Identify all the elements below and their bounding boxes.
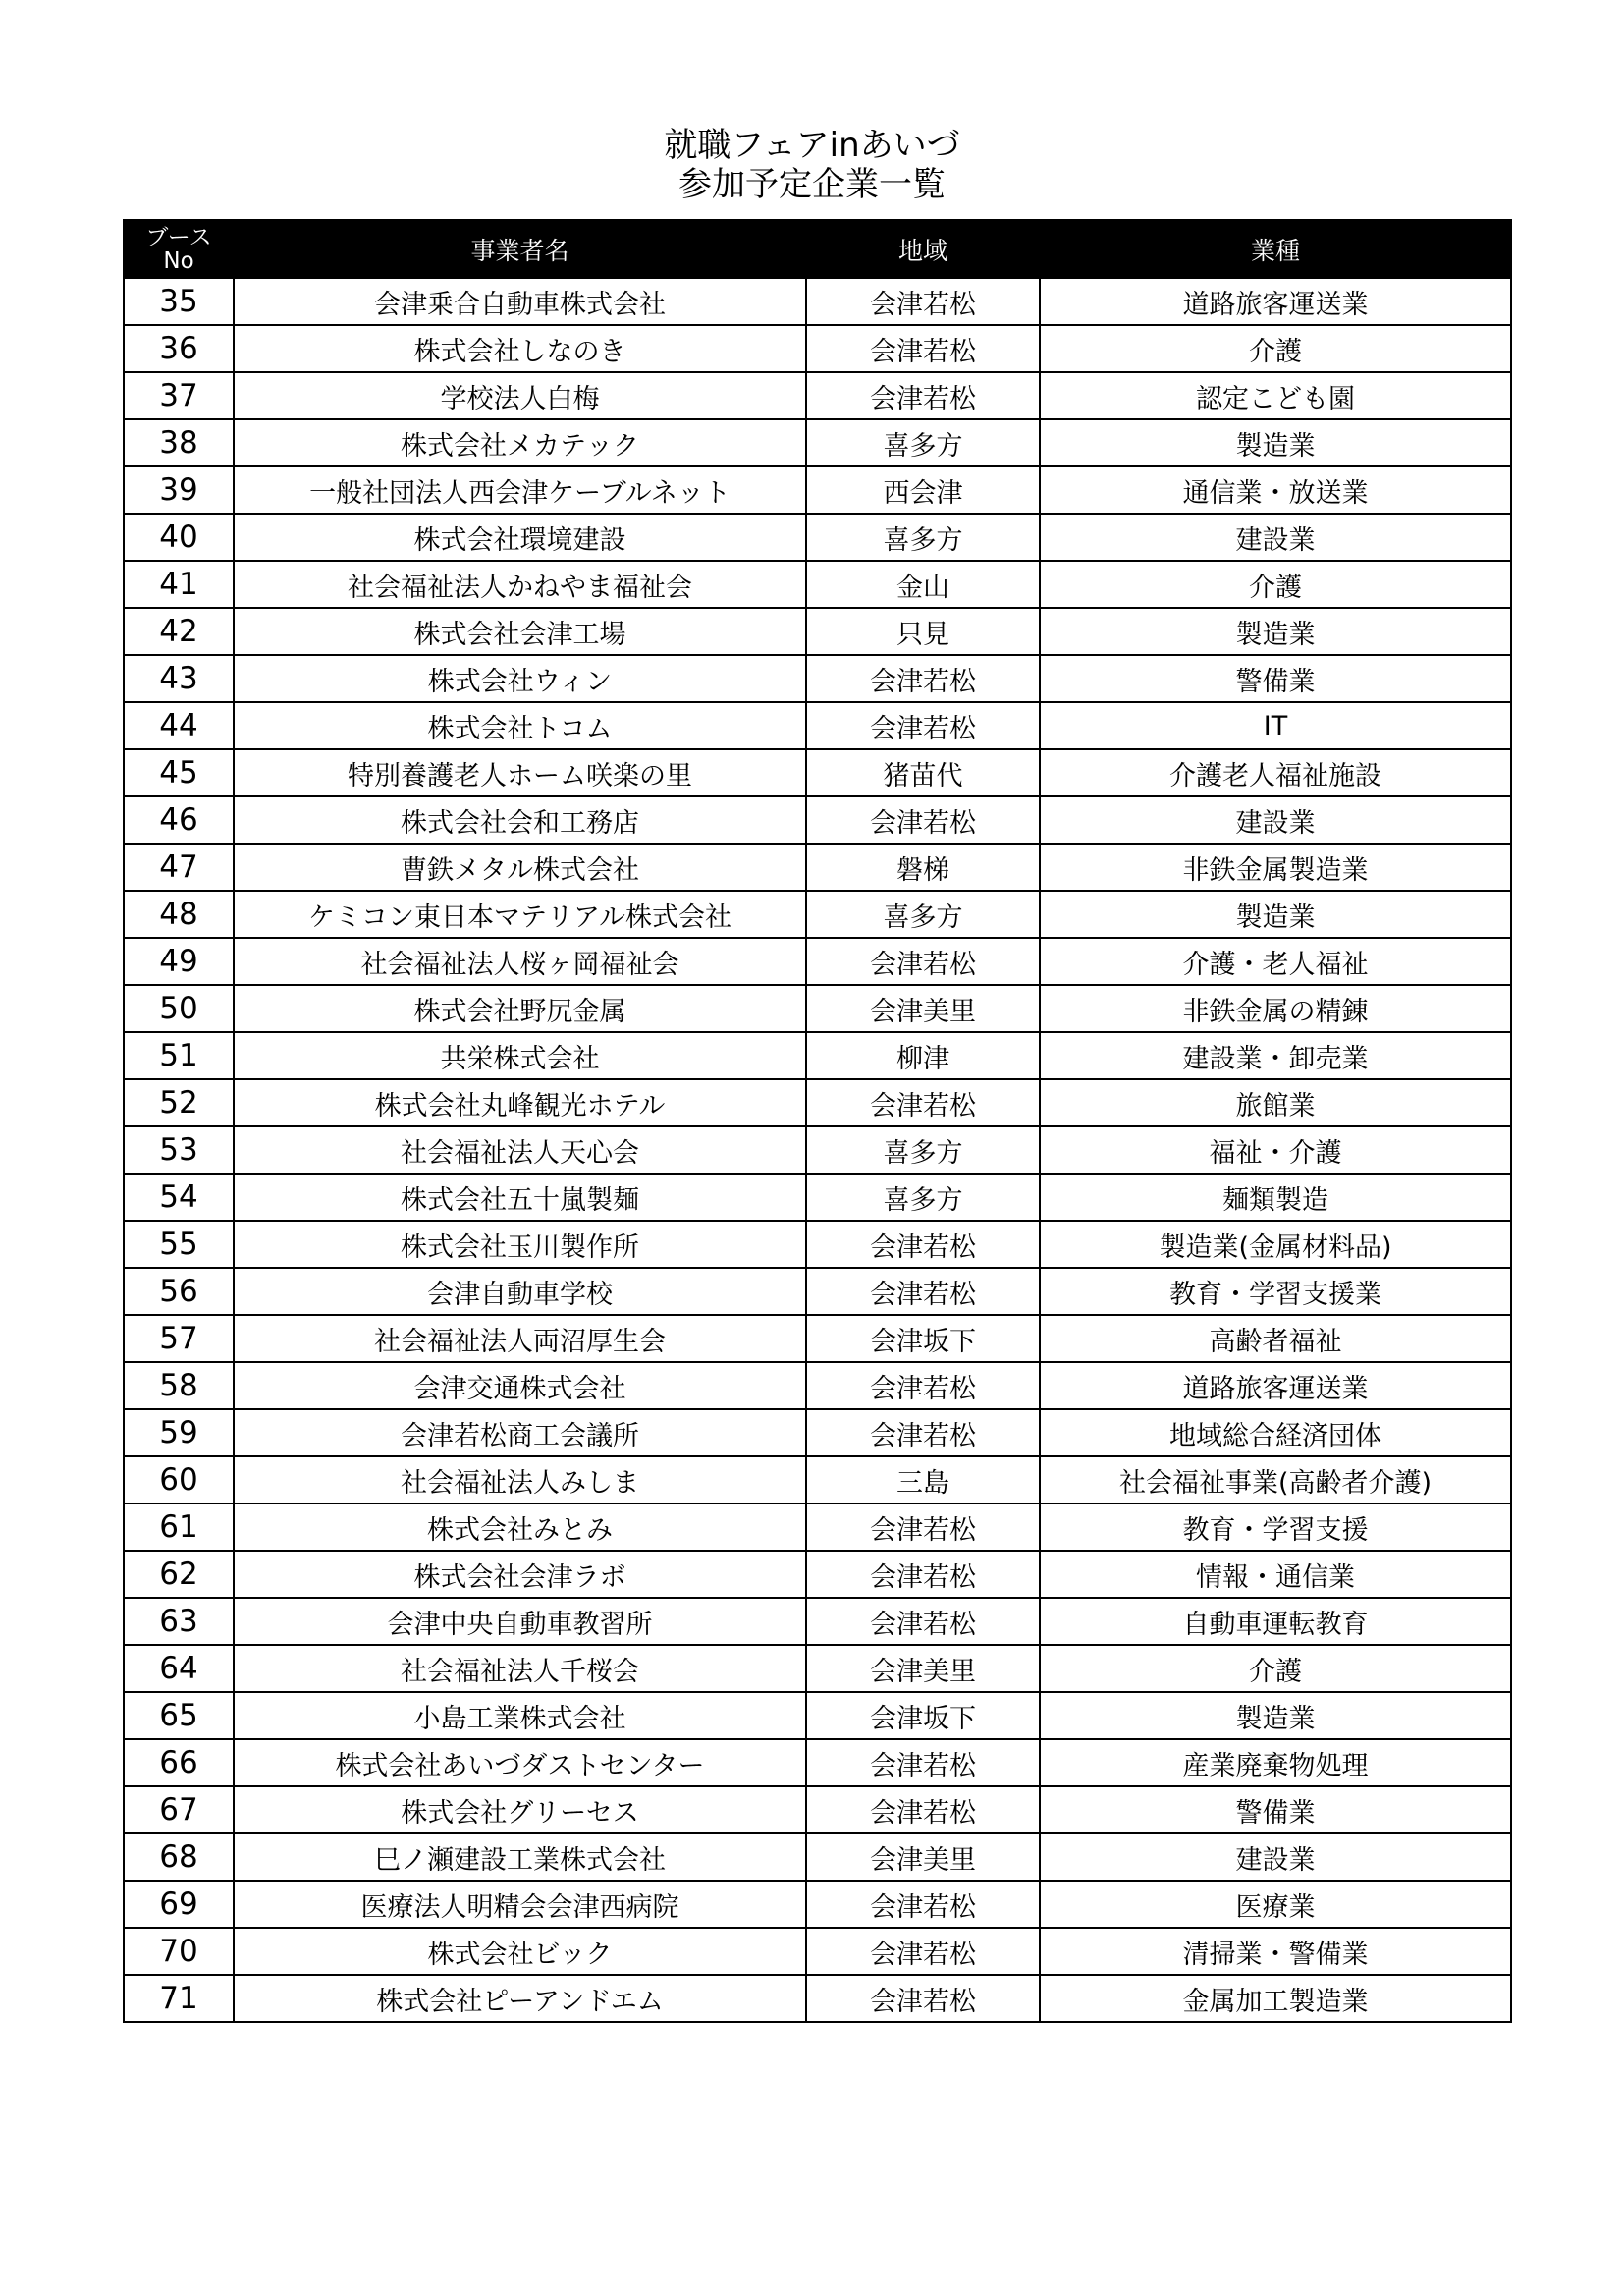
table-row (124, 1126, 1511, 1174)
region-cell: 喜多方 (806, 1174, 1040, 1221)
industry-cell: 介護 (1040, 561, 1511, 608)
table-row (124, 1032, 1511, 1079)
region-cell: 会津坂下 (806, 1692, 1040, 1739)
region-cell: 会津坂下 (806, 1315, 1040, 1362)
booth-number-cell: 44 (124, 702, 234, 749)
table-row (124, 325, 1511, 372)
booth-number-cell: 50 (124, 985, 234, 1032)
table-row (124, 1551, 1511, 1598)
booth-number-cell: 59 (124, 1409, 234, 1456)
company-name-cell: 会津若松商工会議所 (234, 1409, 806, 1456)
industry-cell: 認定こども園 (1040, 372, 1511, 419)
table-row (124, 1881, 1511, 1928)
region-cell: 西会津 (806, 466, 1040, 514)
title-line-1: 就職フェアinあいづ (664, 126, 960, 165)
region-cell: 会津若松 (806, 1268, 1040, 1315)
booth-number-cell: 55 (124, 1221, 234, 1268)
table-row (124, 1362, 1511, 1409)
booth-number-cell: 46 (124, 796, 234, 844)
company-name-cell: 小島工業株式会社 (234, 1692, 806, 1739)
region-cell: 会津若松 (806, 1503, 1040, 1551)
booth-number-cell: 35 (124, 278, 234, 325)
booth-number-cell: 37 (124, 372, 234, 419)
table-row (124, 749, 1511, 796)
region-cell: 会津若松 (806, 325, 1040, 372)
booth-number-cell: 58 (124, 1362, 234, 1409)
table-row (124, 1315, 1511, 1362)
company-name-cell: 曹鉄メタル株式会社 (234, 844, 806, 891)
industry-cell: 介護 (1040, 325, 1511, 372)
industry-cell: 建設業 (1040, 1833, 1511, 1881)
booth-number-cell: 68 (124, 1833, 234, 1881)
region-cell: 会津若松 (806, 1928, 1040, 1975)
booth-number-cell: 69 (124, 1881, 234, 1928)
company-name-cell: 株式会社あいづダストセンター (234, 1739, 806, 1786)
company-name-cell: 株式会社五十嵐製麺 (234, 1174, 806, 1221)
booth-number-cell: 62 (124, 1551, 234, 1598)
booth-number-cell: 57 (124, 1315, 234, 1362)
table-row (124, 608, 1511, 655)
booth-number-cell: 54 (124, 1174, 234, 1221)
region-cell: 会津美里 (806, 1833, 1040, 1881)
table-row (124, 1692, 1511, 1739)
industry-cell: 警備業 (1040, 1786, 1511, 1833)
company-table (123, 219, 1512, 2023)
company-name-cell: 株式会社会和工務店 (234, 796, 806, 844)
industry-cell: 清掃業・警備業 (1040, 1928, 1511, 1975)
company-name-cell: 株式会社玉川製作所 (234, 1221, 806, 1268)
table-row (124, 1268, 1511, 1315)
header-company: 事業者名 (234, 220, 806, 278)
region-cell: 会津若松 (806, 1786, 1040, 1833)
region-cell: 会津若松 (806, 1598, 1040, 1645)
document-title (0, 126, 1624, 204)
industry-cell: 介護老人福祉施設 (1040, 749, 1511, 796)
booth-number-cell: 41 (124, 561, 234, 608)
company-name-cell: 社会福祉法人千桜会 (234, 1645, 806, 1692)
industry-cell: 製造業 (1040, 891, 1511, 938)
industry-cell: 道路旅客運送業 (1040, 1362, 1511, 1409)
region-cell: 喜多方 (806, 514, 1040, 561)
booth-number-cell: 61 (124, 1503, 234, 1551)
region-cell: 三島 (806, 1456, 1040, 1503)
title-line-2: 参加予定企業一覧 (678, 165, 946, 204)
company-name-cell: 株式会社会津ラボ (234, 1551, 806, 1598)
booth-number-cell: 51 (124, 1032, 234, 1079)
booth-number-cell: 40 (124, 514, 234, 561)
table-row (124, 1409, 1511, 1456)
industry-cell: 製造業 (1040, 1692, 1511, 1739)
company-name-cell: 株式会社ピーアンドエム (234, 1975, 806, 2022)
table-row (124, 372, 1511, 419)
region-cell: 会津若松 (806, 1551, 1040, 1598)
region-cell: 会津美里 (806, 1645, 1040, 1692)
table-row (124, 844, 1511, 891)
booth-number-cell: 52 (124, 1079, 234, 1126)
table-row (124, 278, 1511, 325)
table-row (124, 466, 1511, 514)
table-row (124, 1503, 1511, 1551)
region-cell: 喜多方 (806, 891, 1040, 938)
industry-cell: 社会福祉事業(高齢者介護) (1040, 1456, 1511, 1503)
company-name-cell: 株式会社野尻金属 (234, 985, 806, 1032)
booth-number-cell: 65 (124, 1692, 234, 1739)
industry-cell: 麺類製造 (1040, 1174, 1511, 1221)
company-name-cell: 株式会社ウィン (234, 655, 806, 702)
booth-number-cell: 38 (124, 419, 234, 466)
table-row (124, 796, 1511, 844)
company-name-cell: 巳ノ瀬建設工業株式会社 (234, 1833, 806, 1881)
industry-cell: 高齢者福祉 (1040, 1315, 1511, 1362)
booth-number-cell: 53 (124, 1126, 234, 1174)
booth-number-cell: 66 (124, 1739, 234, 1786)
industry-cell: 金属加工製造業 (1040, 1975, 1511, 2022)
booth-number-cell: 71 (124, 1975, 234, 2022)
region-cell: 会津若松 (806, 938, 1040, 985)
booth-number-cell: 42 (124, 608, 234, 655)
region-cell: 会津若松 (806, 796, 1040, 844)
booth-number-cell: 48 (124, 891, 234, 938)
company-name-cell: 株式会社環境建設 (234, 514, 806, 561)
industry-cell: 警備業 (1040, 655, 1511, 702)
industry-cell: 旅館業 (1040, 1079, 1511, 1126)
company-name-cell: 医療法人明精会会津西病院 (234, 1881, 806, 1928)
table-row (124, 891, 1511, 938)
booth-number-cell: 64 (124, 1645, 234, 1692)
company-name-cell: ケミコン東日本マテリアル株式会社 (234, 891, 806, 938)
booth-number-cell: 47 (124, 844, 234, 891)
company-name-cell: 株式会社会津工場 (234, 608, 806, 655)
industry-cell: IT (1040, 702, 1511, 749)
company-name-cell: 株式会社丸峰観光ホテル (234, 1079, 806, 1126)
region-cell: 会津若松 (806, 1079, 1040, 1126)
industry-cell: 建設業 (1040, 796, 1511, 844)
booth-number-cell: 39 (124, 466, 234, 514)
company-name-cell: 会津交通株式会社 (234, 1362, 806, 1409)
region-cell: 会津若松 (806, 372, 1040, 419)
booth-number-cell: 67 (124, 1786, 234, 1833)
company-name-cell: 社会福祉法人桜ヶ岡福祉会 (234, 938, 806, 985)
region-cell: 猪苗代 (806, 749, 1040, 796)
region-cell: 会津若松 (806, 1362, 1040, 1409)
industry-cell: 道路旅客運送業 (1040, 278, 1511, 325)
region-cell: 会津若松 (806, 1881, 1040, 1928)
table-row (124, 419, 1511, 466)
booth-number-cell: 60 (124, 1456, 234, 1503)
table-row (124, 1174, 1511, 1221)
region-cell: 喜多方 (806, 419, 1040, 466)
table-row (124, 1079, 1511, 1126)
header-booth-line2: No (163, 247, 194, 274)
header-booth-line1: ブース (145, 224, 212, 250)
region-cell: 会津若松 (806, 1221, 1040, 1268)
header-region: 地域 (806, 220, 1040, 278)
industry-cell: 福祉・介護 (1040, 1126, 1511, 1174)
company-name-cell: 社会福祉法人みしま (234, 1456, 806, 1503)
company-name-cell: 社会福祉法人両沼厚生会 (234, 1315, 806, 1362)
industry-cell: 教育・学習支援業 (1040, 1268, 1511, 1315)
company-name-cell: 社会福祉法人かねやま福祉会 (234, 561, 806, 608)
industry-cell: 地域総合経済団体 (1040, 1409, 1511, 1456)
company-name-cell: 株式会社ビック (234, 1928, 806, 1975)
table-row (124, 1975, 1511, 2022)
header-booth-no (124, 220, 234, 278)
company-name-cell: 一般社団法人西会津ケーブルネット (234, 466, 806, 514)
table-body (124, 278, 1511, 2022)
region-cell: 金山 (806, 561, 1040, 608)
table-row (124, 1786, 1511, 1833)
industry-cell: 教育・学習支援 (1040, 1503, 1511, 1551)
industry-cell: 産業廃棄物処理 (1040, 1739, 1511, 1786)
industry-cell: 製造業(金属材料品) (1040, 1221, 1511, 1268)
industry-cell: 情報・通信業 (1040, 1551, 1511, 1598)
table-row (124, 1221, 1511, 1268)
company-name-cell: 株式会社しなのき (234, 325, 806, 372)
industry-cell: 製造業 (1040, 608, 1511, 655)
region-cell: 柳津 (806, 1032, 1040, 1079)
table-row (124, 514, 1511, 561)
company-name-cell: 会津自動車学校 (234, 1268, 806, 1315)
region-cell: 只見 (806, 608, 1040, 655)
booth-number-cell: 63 (124, 1598, 234, 1645)
company-name-cell: 特別養護老人ホーム咲楽の里 (234, 749, 806, 796)
table-row (124, 985, 1511, 1032)
industry-cell: 非鉄金属の精錬 (1040, 985, 1511, 1032)
booth-number-cell: 36 (124, 325, 234, 372)
table-row (124, 1928, 1511, 1975)
table-row (124, 1833, 1511, 1881)
booth-number-cell: 45 (124, 749, 234, 796)
company-name-cell: 学校法人白梅 (234, 372, 806, 419)
industry-cell: 非鉄金属製造業 (1040, 844, 1511, 891)
region-cell: 会津若松 (806, 1409, 1040, 1456)
region-cell: 磐梯 (806, 844, 1040, 891)
region-cell: 会津若松 (806, 1739, 1040, 1786)
booth-number-cell: 43 (124, 655, 234, 702)
industry-cell: 医療業 (1040, 1881, 1511, 1928)
company-name-cell: 株式会社グリーセス (234, 1786, 806, 1833)
table-row (124, 1739, 1511, 1786)
region-cell: 喜多方 (806, 1126, 1040, 1174)
booth-number-cell: 49 (124, 938, 234, 985)
region-cell: 会津若松 (806, 1975, 1040, 2022)
company-name-cell: 会津中央自動車教習所 (234, 1598, 806, 1645)
industry-cell: 介護・老人福祉 (1040, 938, 1511, 985)
company-name-cell: 会津乗合自動車株式会社 (234, 278, 806, 325)
table-row (124, 655, 1511, 702)
region-cell: 会津若松 (806, 702, 1040, 749)
region-cell: 会津若松 (806, 278, 1040, 325)
table-row (124, 561, 1511, 608)
table-row (124, 1645, 1511, 1692)
booth-number-cell: 70 (124, 1928, 234, 1975)
industry-cell: 製造業 (1040, 419, 1511, 466)
header-industry: 業種 (1040, 220, 1511, 278)
industry-cell: 建設業・卸売業 (1040, 1032, 1511, 1079)
company-name-cell: 社会福祉法人天心会 (234, 1126, 806, 1174)
booth-number-cell: 56 (124, 1268, 234, 1315)
table-row (124, 938, 1511, 985)
region-cell: 会津美里 (806, 985, 1040, 1032)
industry-cell: 自動車運転教育 (1040, 1598, 1511, 1645)
company-name-cell: 株式会社みとみ (234, 1503, 806, 1551)
table-header-row (124, 220, 1511, 278)
company-name-cell: 株式会社メカテック (234, 419, 806, 466)
table-row (124, 702, 1511, 749)
industry-cell: 建設業 (1040, 514, 1511, 561)
company-name-cell: 株式会社トコム (234, 702, 806, 749)
table-row (124, 1598, 1511, 1645)
industry-cell: 介護 (1040, 1645, 1511, 1692)
region-cell: 会津若松 (806, 655, 1040, 702)
table-row (124, 1456, 1511, 1503)
company-name-cell: 共栄株式会社 (234, 1032, 806, 1079)
industry-cell: 通信業・放送業 (1040, 466, 1511, 514)
